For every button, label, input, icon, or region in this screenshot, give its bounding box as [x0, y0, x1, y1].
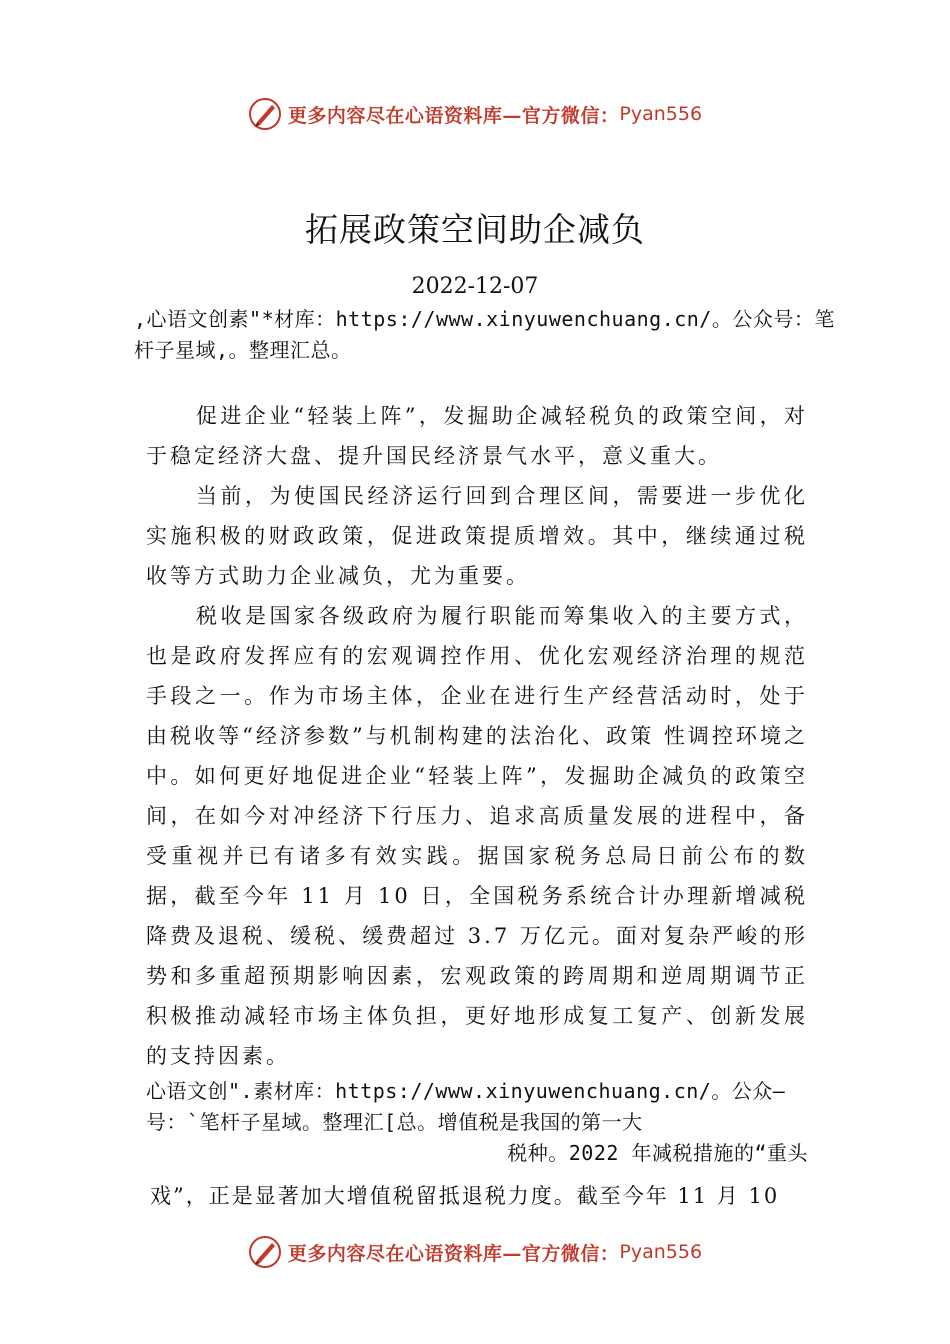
paragraph: 税收是国家各级政府为履行职能而筹集收入的主要方式，也是政府发挥应有的宏观调控作用、优化宏观经济治理的规范手段之一。作为市场主体，企业在进行生产经营活动时，处于由税收等“经济参数”与机制构建的法治化、政策 性调控环境之中。如何更好地促进企业“轻装上阵”，发掘助企减负的政策空间，在如今对冲经济下行压力、追求高质量发展的进程中，备受重视并已有诸多有效实践。据国家税务总局日前公布的数据，截至今年 11 月 10 日，全国税务系统合计办理新增减税降费及退税、缓税、缓费超过 3.7 万亿元。面对复杂严峻的形势和多重超预期影响因素，宏观政策的跨周期和逆周期调节正积极推动减轻市场主体负担，更好地形成复工复产、创新发展的支持因素。: [146, 604, 808, 1068]
watermark-line-right: 税种。2022 年减税措施的“重头: [507, 1141, 808, 1165]
paragraph: 当前，为使国民经济运行回到合理区间，需要进一步优化实施积极的财政政策，促进政策提质增效。其中，继续通过税收等方式助力企业减负，尤为重要。: [146, 484, 808, 588]
footer-banner: [0, 1232, 950, 1272]
watermark-line: 心语文创".素材库：https://www.xinyuwenchuang.cn/。公众—号：`笔杆子星域。整理汇[总。增值税是我国的第一大: [146, 1079, 786, 1134]
watermark-text-top: ,心语文创素"*材库：https://www.xinyuwenchuang.cn/。公众号：笔杆子星域,。整理汇总。: [134, 307, 835, 362]
document-title: 拓展政策空间助企减负: [305, 210, 645, 249]
document-date: 2022-12-07: [411, 274, 539, 299]
pen-logo-icon: [248, 1235, 282, 1269]
banner-text: 更多内容尽在心语资料库—官方微信：: [287, 1242, 620, 1265]
paragraph: 促进企业“轻装上阵”，发掘助企减轻税负的政策空间，对于稳定经济大盘、提升国民经济景气水平，意义重大。: [146, 404, 808, 468]
banner-wechat-id: Pyan556: [619, 103, 703, 125]
banner-text: 更多内容尽在心语资料库—官方微信：: [287, 104, 620, 127]
pen-logo-icon: [248, 97, 282, 131]
banner-wechat-id: Pyan556: [619, 1241, 703, 1263]
article-body: [146, 396, 808, 1076]
watermark-text-middle: [146, 1076, 808, 1169]
header-banner: [0, 94, 950, 134]
paragraph-continuation: 戏”，正是显著加大增值税留抵退税力度。截至今年 11 月 10: [150, 1184, 780, 1208]
